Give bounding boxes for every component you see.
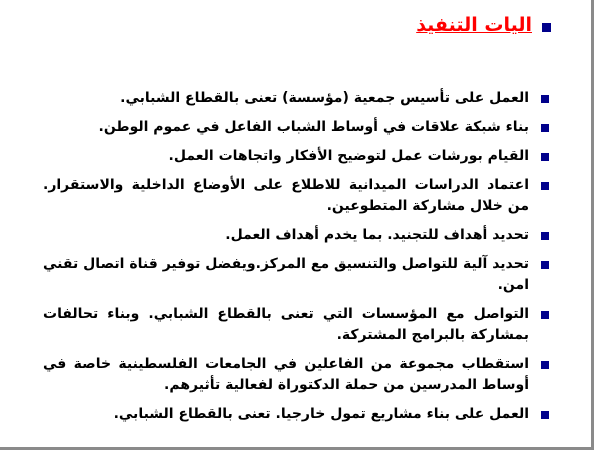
square-bullet-icon [541,182,549,190]
slide-title: اليات التنفيذ [416,14,532,36]
bullet-text: العمل على تأسيس جمعية (مؤسسة) تعنى بالقطاع الشبابي. [120,90,529,106]
title-row [416,14,551,36]
bullet-list [43,88,551,433]
bullet-text: اعتماد الدراسات الميدانية للاطلاع على الأوضاع الداخلية والاستقرار. من خلال مشاركة المتطوعين. [43,177,529,214]
bullet-item [43,404,551,425]
bullet-item [43,146,551,167]
square-bullet-icon [541,361,549,369]
bullet-item [43,225,551,246]
bullet-text: العمل على بناء مشاريع تمول خارجيا. تعنى بالقطاع الشبابي. [113,406,529,422]
square-bullet-icon [541,95,549,103]
bullet-text: استقطاب مجموعة من الفاعلين في الجامعات الفلسطينية خاصة في أوساط المدرسين من حملة الدكتوراة لفعالية تأثيرهم. [43,356,529,393]
bullet-item [43,304,551,346]
bullet-text: بناء شبكة علاقات في أوساط الشباب الفاعل في عموم الوطن. [98,119,529,135]
bullet-text: تحديد أهداف للتجنيد. بما يخدم أهداف العمل. [225,227,529,243]
bullet-item [43,354,551,396]
square-bullet-icon [541,153,549,161]
square-bullet-icon [541,411,549,419]
bullet-item [43,117,551,138]
bullet-text: تحديد آلية للتواصل والتنسيق مع المركز.ويفضل توفير قناة اتصال تقني امن. [43,256,529,293]
square-bullet-icon [541,232,549,240]
bullet-item [43,88,551,109]
bullet-text: القيام بورشات عمل لتوضيح الأفكار واتجاهات العمل. [168,148,529,164]
title-bullet-icon [542,23,551,32]
square-bullet-icon [541,261,549,269]
square-bullet-icon [541,124,549,132]
square-bullet-icon [541,311,549,319]
bullet-item [43,175,551,217]
bullet-item [43,254,551,296]
bullet-text: التواصل مع المؤسسات التي تعنى بالقطاع الشبابي. وبناء تحالفات بمشاركة بالبرامج المشتركة. [43,306,529,343]
